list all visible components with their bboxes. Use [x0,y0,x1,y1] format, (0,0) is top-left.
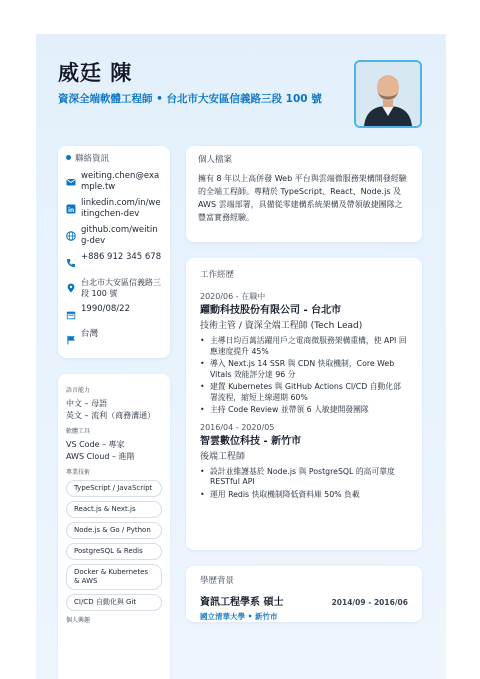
phone-icon [66,253,77,272]
address-text: 台北市大安區信義路三段 100 號 [81,278,161,298]
job-date: 2016/04 - 2020/05 [200,422,275,432]
work-card [186,258,422,550]
job-company: 躍動科技股份有限公司 - 台北市 [200,305,342,316]
job-bullet: • 建置 Kubernetes 與 GitHub Actions CI/CD 自動化部署流程，縮短上線週期 60% [200,382,408,403]
contact-email [66,171,162,193]
resume-header [58,60,338,106]
job-role: 後端工程師 [200,451,246,462]
tools-title: 軟體工具 [66,428,91,435]
education-card [186,566,422,622]
linkedin-text[interactable]: linkedin.com/in/weitingchen-dev [81,198,161,219]
language-item: 中文 – 母語 [66,399,108,408]
skill-pill: CI/CD 自動化與 Git [66,594,162,611]
profile-title: 個人檔案 [198,155,233,165]
headline: 資深全端軟體工程師 • 台北市大安區信義路三段 100 號 [58,93,322,105]
contact-address [66,277,162,299]
education-school: 國立清華大學 • 新竹市 [200,612,278,621]
mail-icon [66,172,77,191]
skill-pill: Node.js & Go / Python [66,522,162,539]
calendar-icon [66,305,77,324]
languages-title: 語言能力 [66,387,91,394]
globe-icon [66,226,77,245]
job-entry [200,422,408,501]
job-date: 2020/06 - 在職中 [200,292,266,301]
github-text[interactable]: github.com/weiting-dev [81,225,158,246]
job-bullet: • 主導日均百萬活躍用戶之電商微服務架構重構，使 API 回應速度提升 45% [200,336,408,357]
profile-card [186,146,422,242]
phone-text: +886 912 345 678 [81,252,162,262]
job-bullet: • 主持 Code Review 並帶領 6 人敏捷開發團隊 [200,405,408,416]
skill-pill: Docker & Kubernetes & AWS [66,564,162,590]
job-role: 技術主管 / 資深全端工程師 (Tech Lead) [200,321,363,331]
job-bullets [200,336,408,416]
svg-text:in: in [68,206,75,214]
job-bullets [200,467,408,501]
person-name: 威廷 陳 [58,61,133,85]
skill-pill: React.js & Next.js [66,501,162,518]
contact-nationality [66,329,162,349]
flag-icon [66,330,77,349]
email-text[interactable]: weiting.chen@example.tw [81,171,160,192]
language-item: 英文 – 流利（商務溝通） [66,411,156,420]
education-date: 2014/09 - 2016/06 [331,598,408,607]
contact-phone [66,252,162,272]
job-bullet: • 運用 Redis 快取機制降低資料庫 50% 負載 [200,490,408,501]
education-row [200,596,408,609]
job-bullet: • 導入 Next.js 14 SSR 與 CDN 快取機制，Core Web Vitals 效能評分達 96 分 [200,359,408,380]
work-title: 工作經歷 [200,270,235,280]
personal-title: 個人興趣 [66,617,91,624]
contact-card [58,146,170,358]
resume-page [36,34,446,679]
profile-summary: 擁有 8 年以上高併發 Web 平台與雲端微服務架構開發經驗的全端工程師。專精於 TypeScript、React、Node.js 及 AWS 雲端部署，具備從零建構系統架構及帶領敏捷團隊之豐富實務經驗。 [198,174,407,222]
tool-item: AWS Cloud – 進階 [66,452,135,461]
job-bullet: • 設計並維護基於 Node.js 與 PostgreSQL 的高可靠度 RESTful API [200,467,408,488]
education-degree: 資訊工程學系 碩士 [200,597,284,608]
contact-linkedin [66,198,162,220]
linkedin-icon [66,199,77,218]
tool-item: VS Code – 專家 [66,440,125,449]
job-entry [200,291,408,416]
tech-title: 專業技術 [66,469,91,476]
skills-card [58,374,170,679]
contact-title: 聯絡資訊 [66,154,162,165]
education-title: 學歷背景 [200,576,235,586]
profile-photo [356,62,420,126]
nationality-text: 台灣 [81,329,99,339]
birthday-text: 1990/08/22 [81,304,130,314]
location-pin-icon [66,278,77,297]
job-company: 智雲數位科技 - 新竹市 [200,435,302,447]
contact-github [66,225,162,247]
avatar [354,60,422,128]
contact-birthday [66,304,162,324]
skill-pill: PostgreSQL & Redis [66,543,162,560]
skill-pill: TypeScript / JavaScript [66,480,162,497]
